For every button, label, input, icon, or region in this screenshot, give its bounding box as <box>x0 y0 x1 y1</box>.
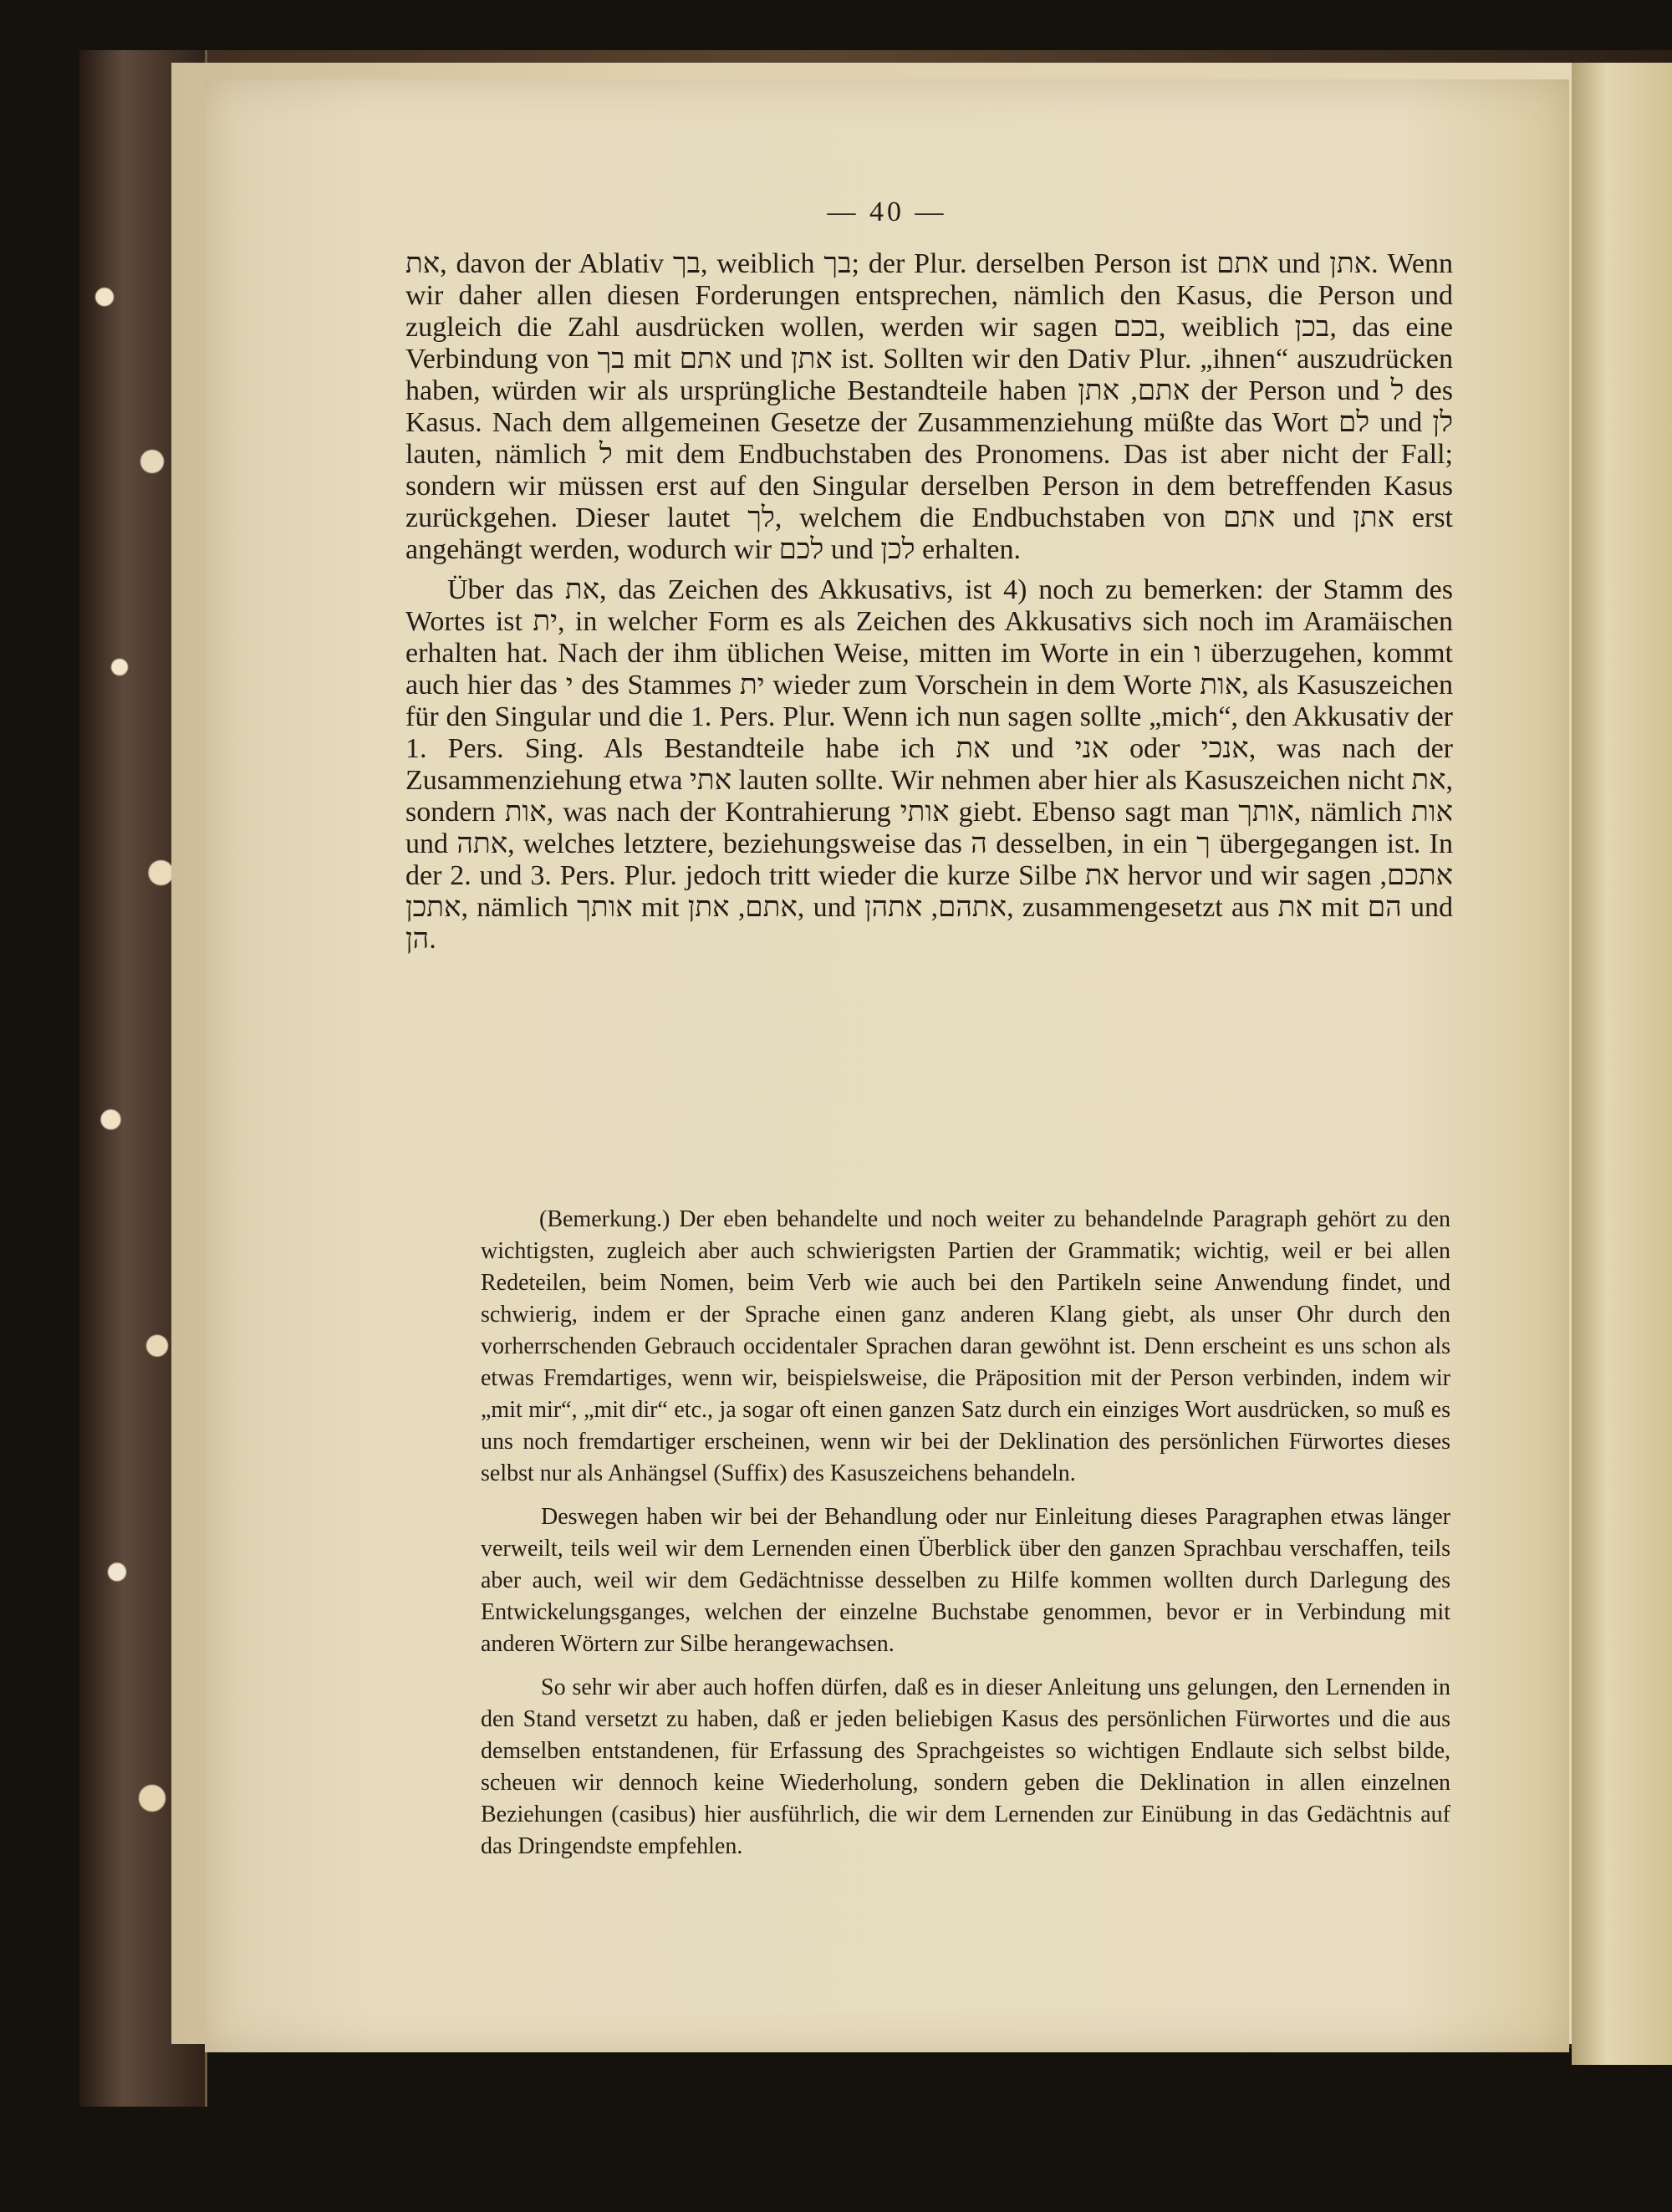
note-paragraph-3: So sehr wir aber auch hoffen dürfen, daß es in dieser Anleitung uns gelungen, den Lernenden in den Stand versetzt zu haben, daß er jeden beliebigen Kasus des persönlichen Fürwortes und die aus demselben entstandenen, für Erfassung des Sprachgeistes so wichtigen Endlaute sich selbst bilde, scheuen wir dennoch keine Wiederholung, sondern geben die Deklination in allen einzelnen Beziehungen (casibus) hier ausführlich, die wir dem Lernenden zur Einübung in das Gedächtnis auf das Dringendste empfehlen. <box>481 1674 1450 1859</box>
note-paragraph-2: Deswegen haben wir bei der Behandlung oder nur Einleitung dieses Paragraphen etwas länger verweilt, teils weil wir dem Lernenden einen Überblick über den ganzen Sprachbau verschaffen, teils aber auch, weil wir dem Gedächtnisse desselben zu Hilfe kommen wollten durch Darlegung des Entwickelungsganges, welchen der einzelne Buchstabe genommen, bevor er in Verbindung mit anderen Wörtern zur Silbe herangewachsen. <box>481 1504 1450 1657</box>
main-paragraph-2: Über das את, das Zeichen des Akkusativs, ist 4) noch zu bemerken: der Stamm des Wortes ist ית, in welcher Form es als Zeichen des Akkusativs sich noch im Aramäischen erhalten hat. Nach der ihm üblichen Weise, mitten im Worte in ein ו überzugehen, kommt auch hier das י des Stammes ית wieder zum Vorschein in dem Worte אות, als Kasuszeichen für den Singular und die 1. Pers. Plur. Wenn ich nun sagen sollte „mich“, den Akkusativ der 1. Pers. Sing. Als Bestandteile habe ich את und אני oder אנכי, was nach der Zusammenziehung etwa אתי lauten sollte. Wir nehmen aber hier als Kasuszeichen nicht את, sondern אות, was nach der Kontrahierung אותי giebt. Ebenso sagt man אותך, nämlich אות und אתה, welches letztere, beziehungsweise das ה desselben, in ein ך übergegangen ist. In der 2. und 3. Pers. Plur. jedoch tritt wieder die kurze Silbe את hervor und wir sagen אתכם, אתכן, nämlich אותך mit אתם, אתן, und אתהם, אתהן, zusammengesetzt aus את mit הם und הן. <box>405 574 1454 955</box>
note-paragraph-1: (Bemerkung.) Der eben behandelte und noch weiter zu behandelnde Paragraph gehört zu den wichtigsten, zugleich aber auch schwierigsten Partien der Grammatik; wichtig, weil er bei allen Redeteilen, beim Nomen, beim Verb wie auch bei den Partikeln seine Anwendung findet, und schwierig, indem er der Sprache einen ganz anderen Klang giebt, als unser Ohr durch den vorherrschenden Gebrauch occidentaler Sprachen daran gewöhnt ist. Denn erscheint es uns schon als etwas Fremdartiges, wenn wir, beispielsweise, die Präposition mit der Person verbinden, indem wir „mit mir“, „mit dir“ etc., ja sogar oft einen ganzen Satz durch ein einziges Wort ausdrücken, so muß es uns noch fremdartiger erscheinen, wenn wir bei der Deklination des persönlichen Fürwortes dieses selbst nur als Anhängsel (Suffix) des Kasuszeichens behandeln. <box>481 1206 1450 1486</box>
main-text <box>405 248 1453 964</box>
page-number: — 40 — <box>827 196 947 227</box>
right-page-edge <box>1572 63 1672 2065</box>
remark-note <box>481 1204 1450 1874</box>
main-paragraph-1: את, davon der Ablativ בך, weiblich בך; der Plur. derselben Person ist אתם und אתן. Wenn wir daher allen diesen Forderungen entsprechen, nämlich den Kasus, die Person und zugleich die Zahl ausdrücken wollen, werden wir sagen בכם, weiblich בכן, das eine Verbindung von בך mit אתם und אתן ist. Sollten wir den Dativ Plur. „ihnen“ auszudrücken haben, würden wir als ursprüngliche Bestandteile haben אתם, אתן der Person und ל des Kasus. Nach dem allgemeinen Gesetze der Zusammenziehung müßte das Wort לם und לן lauten, nämlich ל mit dem Endbuchstaben des Pronomens. Das ist aber nicht der Fall; sondern wir müssen erst auf den Singular derselben Person in dem betreffenden Kasus zurückgehen. Dieser lautet לך, welchem die Endbuchstaben von אתם und אתן erst angehängt werden, wodurch wir לכם und לכן erhalten. <box>405 248 1454 565</box>
book-page <box>205 79 1569 2052</box>
